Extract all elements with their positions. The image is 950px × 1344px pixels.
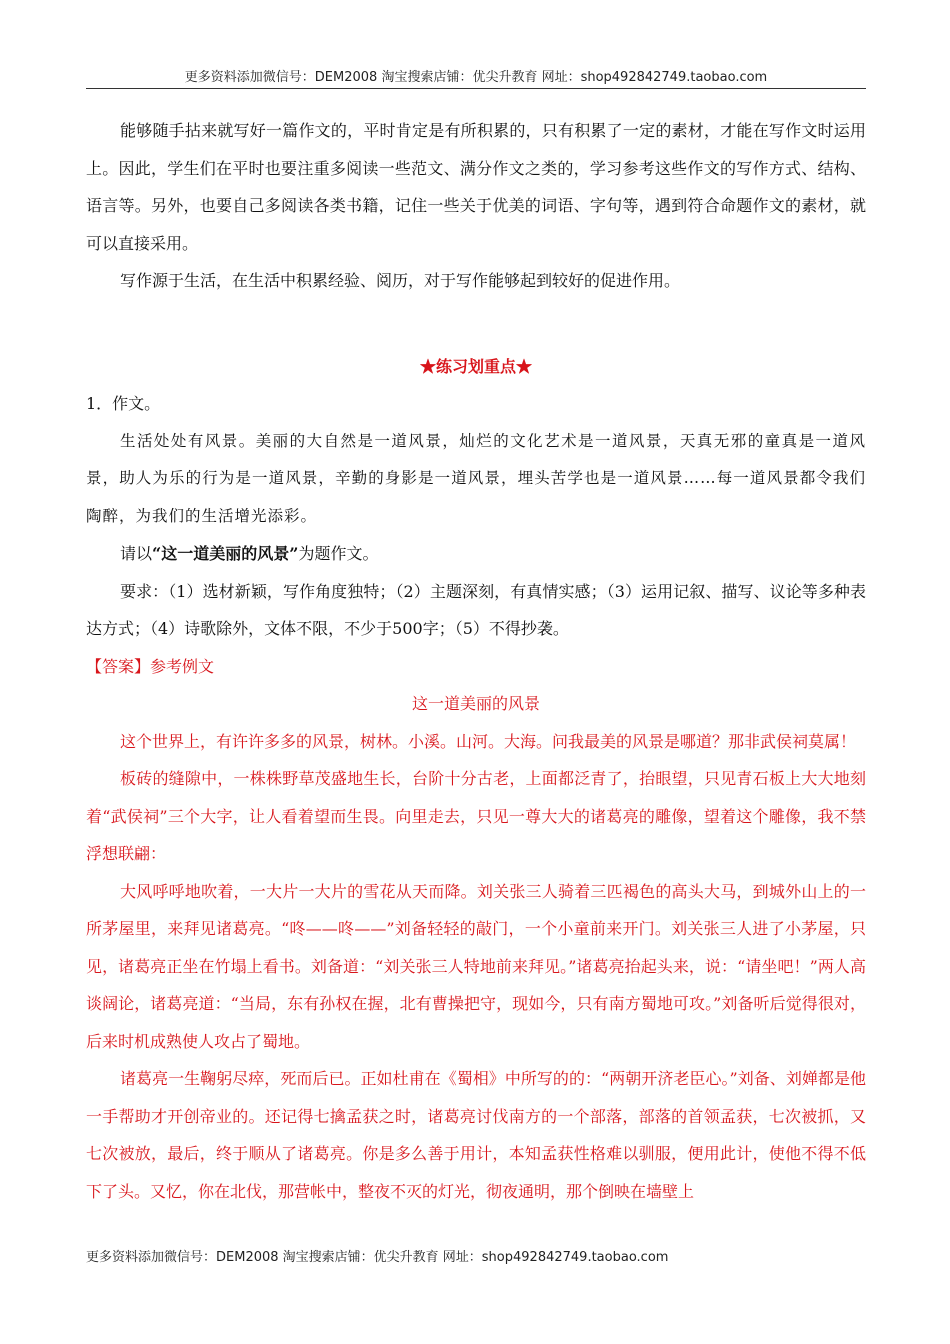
question-requirements: 要求：（1）选材新颖，写作角度独特；（2）主题深刻，有真情实感；（3）运用记叙、描写、议论等多种表达方式；（4）诗歌除外，文体不限，不少于500字；（5）不得抄袭。 [86, 581, 866, 638]
essay-paragraph: 大风呼呼地吹着，一大片一大片的雪花从天而降。刘关张三人骑着三匹褐色的高头大马，到城外山上的一所茅屋里，来拜见诸葛亮。“咚——咚——”刘备轻轻的敲门，一个小童前来开门。刘关张三人进了小茅屋，只见，诸葛亮正坐在竹塌上看书。刘备道：“刘关张三人特地前来拜见。”诸葛亮抬起头来，说：“请坐吧！”两人高谈阔论，诸葛亮道：“当局，东有孙权在握，北有曹操把守，现如今，只有南方蜀地可攻。”刘备听后觉得很对，后来时机成熟使人攻占了蜀地。 [86, 881, 866, 1051]
essay-paragraph: 板砖的缝隙中，一株株野草茂盛地生长，台阶十分古老，上面都泛青了，抬眼望，只见青石板上大大地刻着“武侯祠”三个大字，让人看着望而生畏。向里走去，只见一尊大大的诸葛亮的雕像，望着这个雕像，我不禁浮想联翩： [86, 769, 866, 863]
page-header: 更多资料添加微信号：DEM2008 淘宝搜索店铺：优尖升教育 网址：shop492842749.taobao.com [184, 70, 768, 85]
task-suffix: 为题作文。 [298, 544, 379, 563]
question-prompt: 生活处处有风景。美丽的大自然是一道风景，灿烂的文化艺术是一道风景，天真无邪的童真是一道风景，助人为乐的行为是一道风景，辛勤的身影是一道风景，埋头苦学也是一道风景……每一道风景都令我们陶醉，为我们的生活增光添彩。 [86, 431, 866, 525]
intro-paragraph: 写作源于生活，在生活中积累经验、阅历，对于写作能够起到较好的促进作用。 [120, 271, 681, 290]
section-title: ★练习划重点★ [419, 356, 532, 376]
header-divider [86, 88, 866, 89]
question-number: 1．作文。 [86, 394, 161, 413]
page-footer: 更多资料添加微信号：DEM2008 淘宝搜索店铺：优尖升教育 网址：shop492842749.taobao.com [86, 1250, 669, 1265]
task-prefix: 请以 [120, 544, 153, 563]
answer-label: 【答案】参考例文 [86, 656, 215, 676]
essay-paragraph: 诸葛亮一生鞠躬尽瘁，死而后已。正如杜甫在《蜀相》中所写的的：“两朝开济老臣心。”刘备、刘婵都是他一手帮助才开创帝业的。还记得七擒孟获之时，诸葛亮讨伐南方的一个部落，部落的首领孟获，七次被抓，又七次被放，最后，终于顺从了诸葛亮。你是多么善于用计，本知孟获性格难以驯服，便用此计，使他不得不低下了头。又忆，你在北伐，那营帐中，整夜不灭的灯光，彻夜通明，那个倒映在墙壁上 [86, 1069, 866, 1201]
essay-title: 这一道美丽的风景 [411, 694, 540, 713]
task-title: “这一道美丽的风景” [152, 544, 299, 563]
document-body [86, 112, 866, 1210]
question-task [86, 535, 866, 573]
essay-paragraph: 这个世界上，有许许多多的风景，树林。小溪。山河。大海。问我最美的风景是哪道？那非武侯祠莫属！ [120, 731, 857, 751]
intro-paragraph: 能够随手拈来就写好一篇作文的，平时肯定是有所积累的，只有积累了一定的素材，才能在写作文时运用上。因此，学生们在平时也要注重多阅读一些范文、满分作文之类的，学习参考这些作文的写作方式、结构、语言等。另外，也要自己多阅读各类书籍，记住一些关于优美的词语、字句等，遇到符合命题作文的素材，就可以直接采用。 [86, 121, 866, 253]
